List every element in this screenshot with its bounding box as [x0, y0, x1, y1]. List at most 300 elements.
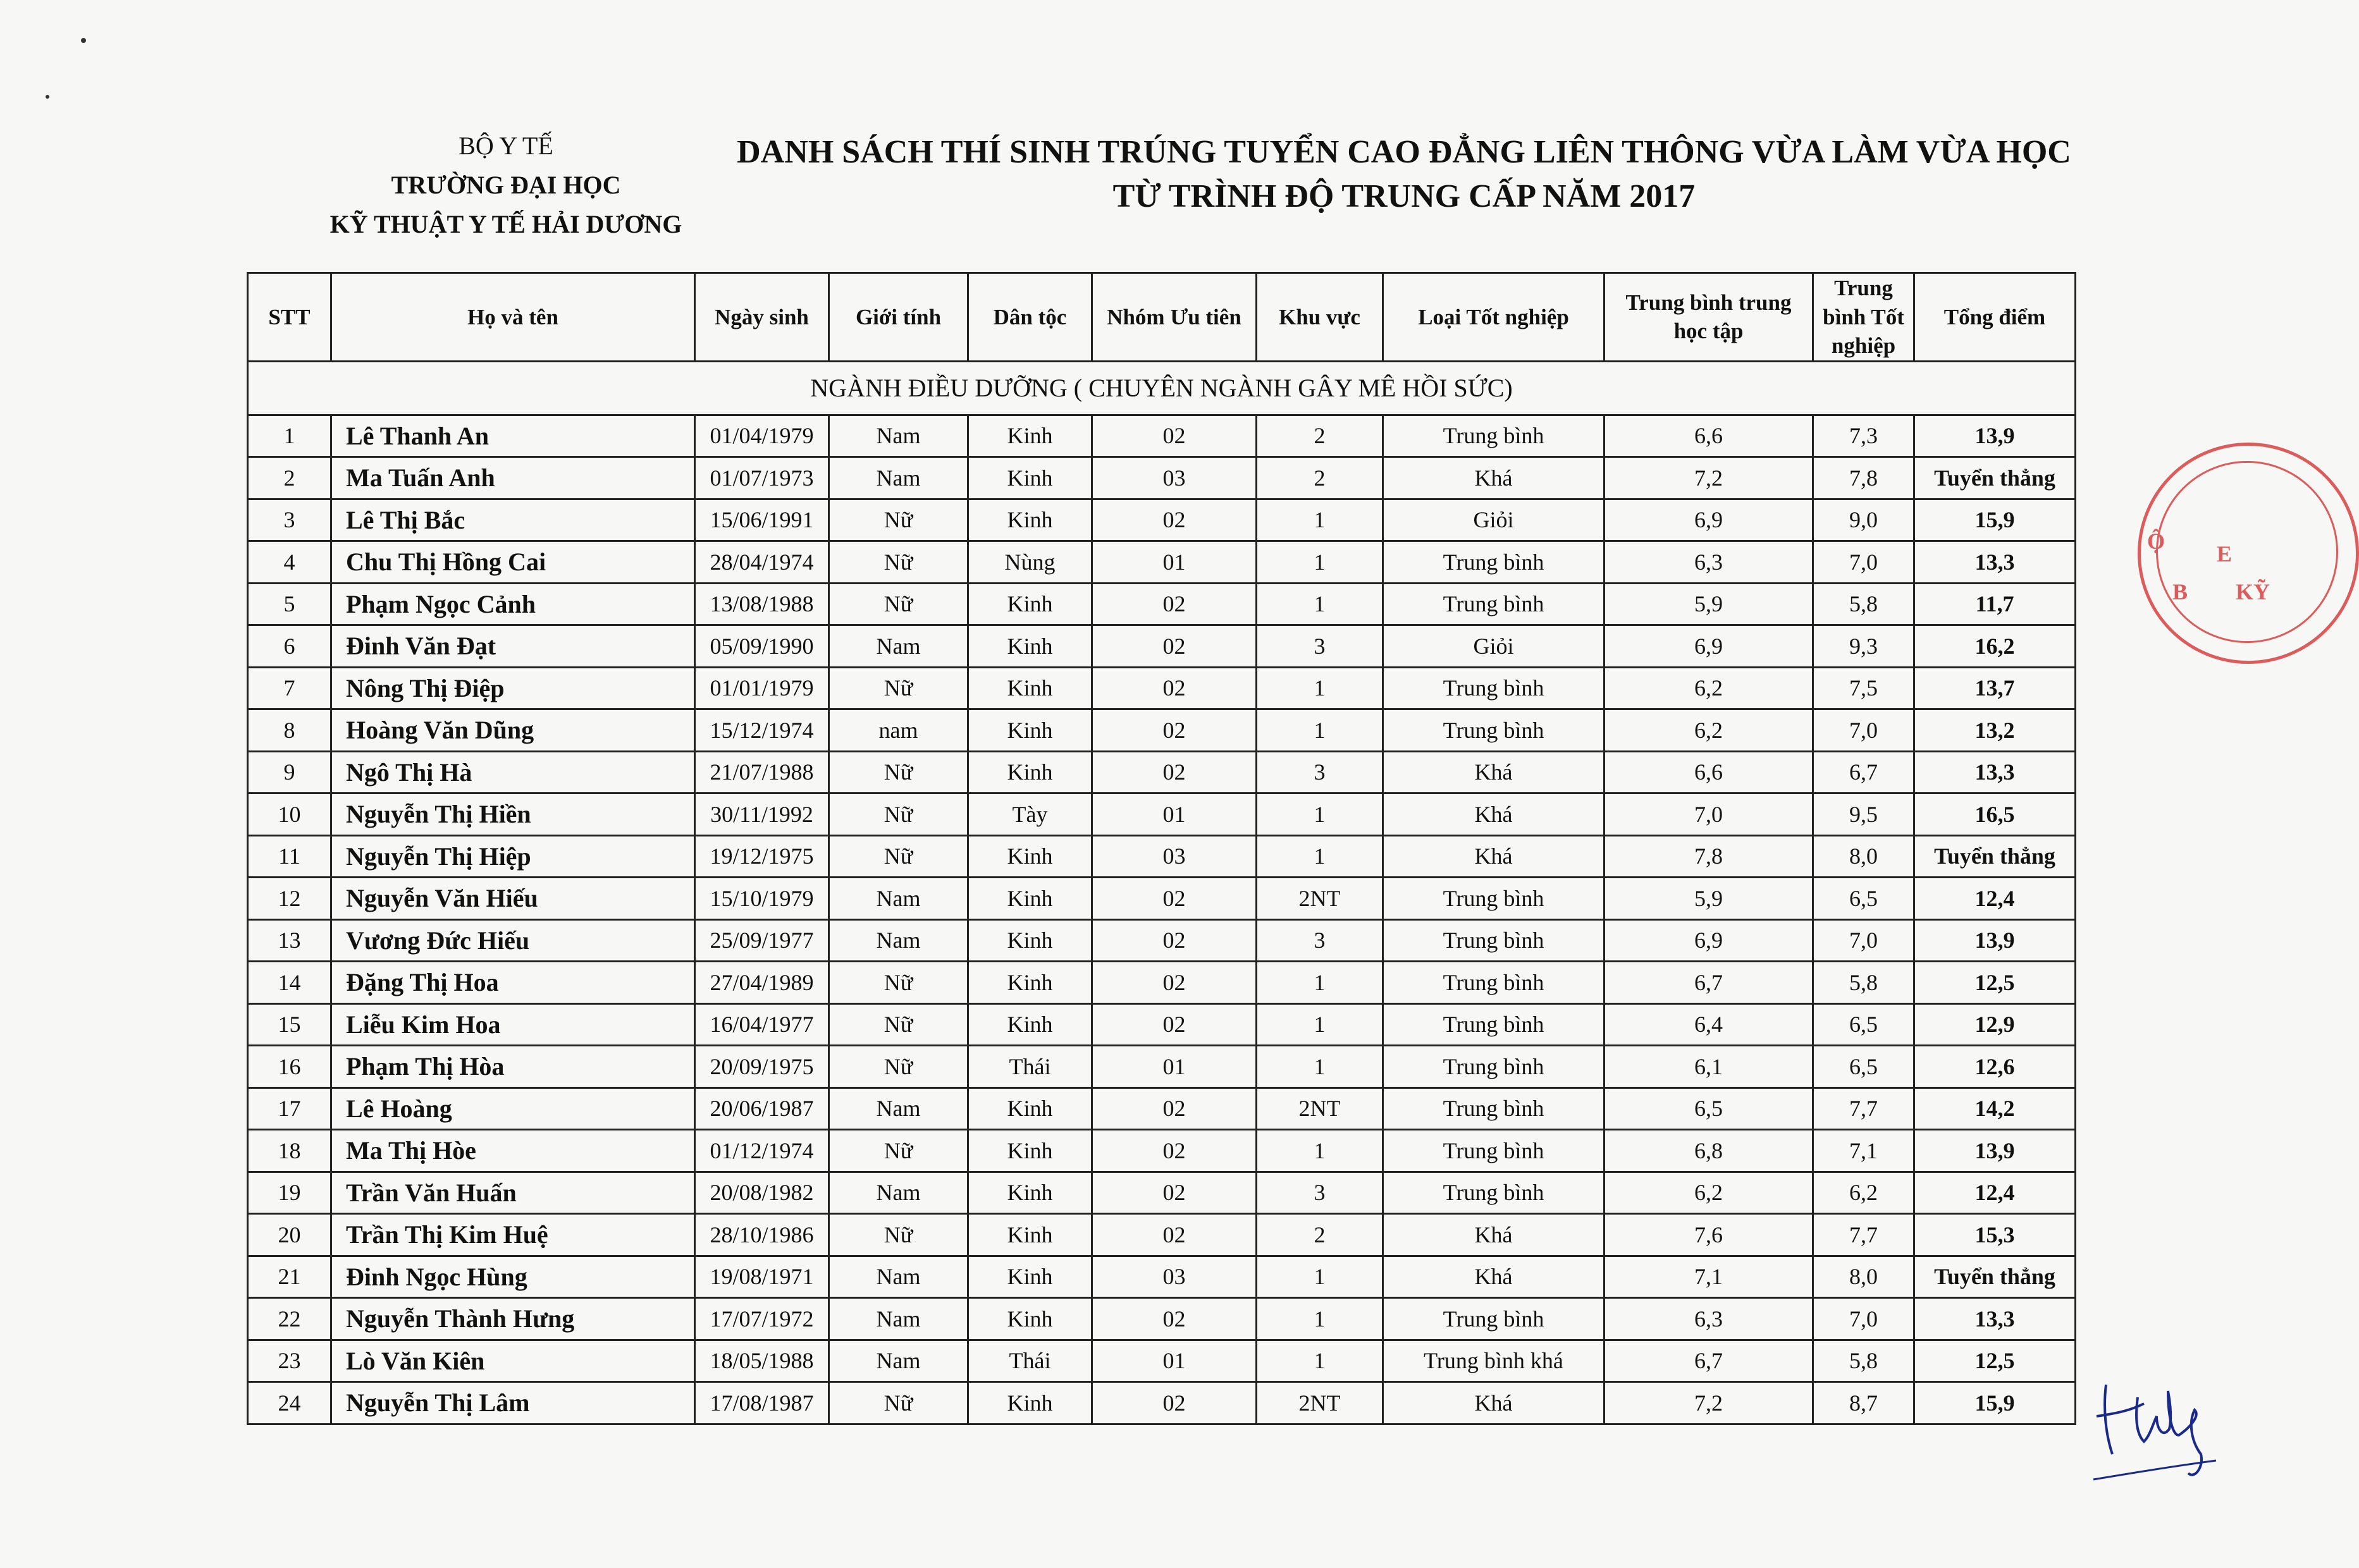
col-avg-study: 5,9	[1604, 878, 1813, 920]
col-priority: 02	[1092, 499, 1257, 541]
col-gender: Nam	[829, 1172, 968, 1214]
col-stt: 2	[248, 457, 331, 499]
col-dob: 01/12/1974	[695, 1130, 829, 1172]
col-ethnicity: Kinh	[968, 751, 1092, 793]
table-row	[248, 1340, 2076, 1382]
handwritten-signature	[2093, 1359, 2216, 1486]
col-avg-study: 6,8	[1604, 1130, 1813, 1172]
col-total: 13,2	[1914, 709, 2076, 752]
col-stt: 15	[248, 1003, 331, 1046]
col-ethnicity: Kinh	[968, 1214, 1092, 1256]
col-avg-study: 6,9	[1604, 919, 1813, 962]
table-row	[248, 709, 2076, 752]
seal-text: KỸ	[2236, 579, 2270, 604]
col-gender: Nam	[829, 1087, 968, 1130]
col-avg-study: 6,1	[1604, 1046, 1813, 1088]
table-row	[248, 835, 2076, 878]
col-dob: 21/07/1988	[695, 751, 829, 793]
col-grad-type: Trung bình	[1383, 1172, 1604, 1214]
col-avg-grad: 8,7	[1813, 1382, 1914, 1424]
col-avg-grad: 9,3	[1813, 625, 1914, 668]
col-ethnicity: Kinh	[968, 1087, 1092, 1130]
col-name-header: Họ và tên	[331, 273, 695, 362]
col-priority: 02	[1092, 709, 1257, 752]
col-avg-study-header: Trung bình trung học tập	[1604, 273, 1813, 362]
col-dob: 01/01/1979	[695, 667, 829, 709]
col-stt: 16	[248, 1046, 331, 1088]
col-priority: 02	[1092, 415, 1257, 457]
col-ethnicity: Kinh	[968, 1003, 1092, 1046]
col-name: Đặng Thị Hoa	[331, 962, 695, 1004]
col-total: 13,7	[1914, 667, 2076, 709]
col-name: Phạm Thị Hòa	[331, 1046, 695, 1088]
col-stt: 6	[248, 625, 331, 668]
col-avg-grad: 7,0	[1813, 919, 1914, 962]
col-gender: Nữ	[829, 751, 968, 793]
col-dob: 13/08/1988	[695, 583, 829, 625]
col-avg-study: 6,2	[1604, 709, 1813, 752]
table-row	[248, 878, 2076, 920]
col-priority: 01	[1092, 1340, 1257, 1382]
col-gender: Nữ	[829, 541, 968, 584]
col-stt: 24	[248, 1382, 331, 1424]
col-grad-type: Khá	[1383, 793, 1604, 836]
col-priority: 03	[1092, 835, 1257, 878]
col-total: 12,4	[1914, 878, 2076, 920]
col-stt: 13	[248, 919, 331, 962]
col-stt: 12	[248, 878, 331, 920]
col-total: 12,6	[1914, 1046, 2076, 1088]
col-grad-type: Trung bình	[1383, 709, 1604, 752]
col-avg-study: 6,3	[1604, 1298, 1813, 1340]
col-stt: 21	[248, 1256, 331, 1298]
col-gender: Nữ	[829, 1214, 968, 1256]
col-total: Tuyển thẳng	[1914, 457, 2076, 499]
col-avg-study: 6,6	[1604, 415, 1813, 457]
col-region: 1	[1257, 962, 1383, 1004]
col-gender: Nam	[829, 457, 968, 499]
col-grad-type: Khá	[1383, 457, 1604, 499]
col-region: 1	[1257, 1340, 1383, 1382]
col-gender: Nam	[829, 415, 968, 457]
table-row	[248, 1214, 2076, 1256]
col-avg-grad: 6,5	[1813, 878, 1914, 920]
col-region: 1	[1257, 667, 1383, 709]
col-name: Đinh Ngọc Hùng	[331, 1256, 695, 1298]
col-name: Lò Văn Kiên	[331, 1340, 695, 1382]
col-ethnicity: Kinh	[968, 1298, 1092, 1340]
col-avg-grad-header: Trung bình Tốt nghiệp	[1813, 273, 1914, 362]
col-dob: 17/07/1972	[695, 1298, 829, 1340]
col-ethnicity: Kinh	[968, 1130, 1092, 1172]
col-region: 2NT	[1257, 878, 1383, 920]
col-avg-grad: 7,0	[1813, 709, 1914, 752]
col-region: 1	[1257, 541, 1383, 584]
col-dob: 28/04/1974	[695, 541, 829, 584]
document-title	[696, 130, 2112, 219]
table-row	[248, 457, 2076, 499]
col-ethnicity: Kinh	[968, 583, 1092, 625]
table-row	[248, 1046, 2076, 1088]
col-name: Nguyễn Văn Hiếu	[331, 878, 695, 920]
col-total: Tuyển thẳng	[1914, 1256, 2076, 1298]
col-priority: 02	[1092, 919, 1257, 962]
col-grad-type: Khá	[1383, 835, 1604, 878]
col-dob: 27/04/1989	[695, 962, 829, 1004]
col-priority: 02	[1092, 667, 1257, 709]
table-row	[248, 751, 2076, 793]
col-priority: 02	[1092, 1172, 1257, 1214]
col-avg-study: 6,9	[1604, 499, 1813, 541]
col-region: 3	[1257, 625, 1383, 668]
col-name: Lê Thị Bắc	[331, 499, 695, 541]
col-gender: Nữ	[829, 1382, 968, 1424]
col-stt: 3	[248, 499, 331, 541]
col-stt: 23	[248, 1340, 331, 1382]
col-region: 2NT	[1257, 1087, 1383, 1130]
col-region-header: Khu vực	[1257, 273, 1383, 362]
col-gender: Nữ	[829, 962, 968, 1004]
table-row	[248, 1003, 2076, 1046]
col-avg-grad: 7,5	[1813, 667, 1914, 709]
col-grad-type: Trung bình	[1383, 1003, 1604, 1046]
col-name: Trần Văn Huấn	[331, 1172, 695, 1214]
col-avg-study: 6,3	[1604, 541, 1813, 584]
col-priority: 02	[1092, 1003, 1257, 1046]
col-grad-type: Trung bình	[1383, 667, 1604, 709]
col-gender-header: Giới tính	[829, 273, 968, 362]
col-ethnicity: Kinh	[968, 835, 1092, 878]
col-gender: Nữ	[829, 667, 968, 709]
col-stt: 7	[248, 667, 331, 709]
col-region: 1	[1257, 583, 1383, 625]
col-total: 15,3	[1914, 1214, 2076, 1256]
col-gender: Nữ	[829, 793, 968, 836]
col-gender: Nam	[829, 919, 968, 962]
col-name: Đinh Văn Đạt	[331, 625, 695, 668]
table-row	[248, 541, 2076, 584]
title-line1: DANH SÁCH THÍ SINH TRÚNG TUYỂN CAO ĐẲNG LIÊN THÔNG VỪA LÀM VỪA HỌC	[737, 134, 2071, 170]
col-dob: 19/08/1971	[695, 1256, 829, 1298]
col-name: Phạm Ngọc Cảnh	[331, 583, 695, 625]
col-avg-grad: 6,2	[1813, 1172, 1914, 1214]
col-total: 15,9	[1914, 1382, 2076, 1424]
col-total: 13,9	[1914, 919, 2076, 962]
col-name: Nguyễn Thị Lâm	[331, 1382, 695, 1424]
col-grad-type: Trung bình	[1383, 1298, 1604, 1340]
col-avg-grad: 6,5	[1813, 1003, 1914, 1046]
col-dob: 28/10/1986	[695, 1214, 829, 1256]
col-grad-type: Khá	[1383, 1256, 1604, 1298]
col-total: 13,9	[1914, 1130, 2076, 1172]
table-row	[248, 625, 2076, 668]
col-grad-type-header: Loại Tốt nghiệp	[1383, 273, 1604, 362]
col-priority: 02	[1092, 1382, 1257, 1424]
col-avg-study: 7,1	[1604, 1256, 1813, 1298]
col-avg-study: 6,5	[1604, 1087, 1813, 1130]
col-total: 13,3	[1914, 1298, 2076, 1340]
table-row	[248, 1382, 2076, 1424]
col-avg-grad: 7,8	[1813, 457, 1914, 499]
col-avg-grad: 5,8	[1813, 962, 1914, 1004]
col-priority: 02	[1092, 625, 1257, 668]
col-ethnicity: Kinh	[968, 962, 1092, 1004]
col-ethnicity: Kinh	[968, 1172, 1092, 1214]
col-stt: 10	[248, 793, 331, 836]
scan-speck	[81, 38, 86, 43]
seal-text: Ộ	[2147, 529, 2165, 554]
col-region: 1	[1257, 709, 1383, 752]
col-gender: Nữ	[829, 835, 968, 878]
col-region: 1	[1257, 835, 1383, 878]
col-grad-type: Trung bình	[1383, 415, 1604, 457]
col-stt: 4	[248, 541, 331, 584]
col-dob: 15/06/1991	[695, 499, 829, 541]
col-gender: Nữ	[829, 1046, 968, 1088]
col-ethnicity: Kinh	[968, 919, 1092, 962]
title-line2: TỪ TRÌNH ĐỘ TRUNG CẤP NĂM 2017	[1112, 178, 1696, 215]
col-avg-grad: 9,0	[1813, 499, 1914, 541]
table-row	[248, 793, 2076, 836]
col-priority: 02	[1092, 1087, 1257, 1130]
col-region: 1	[1257, 793, 1383, 836]
col-avg-grad: 7,7	[1813, 1087, 1914, 1130]
col-stt: 1	[248, 415, 331, 457]
col-avg-grad: 7,1	[1813, 1130, 1914, 1172]
table-row	[248, 1130, 2076, 1172]
col-dob: 20/08/1982	[695, 1172, 829, 1214]
col-avg-grad: 8,0	[1813, 1256, 1914, 1298]
col-grad-type: Khá	[1383, 751, 1604, 793]
col-avg-grad: 6,7	[1813, 751, 1914, 793]
col-name: Trần Thị Kim Huệ	[331, 1214, 695, 1256]
col-gender: nam	[829, 709, 968, 752]
col-avg-study: 6,7	[1604, 1340, 1813, 1382]
col-avg-grad: 7,0	[1813, 541, 1914, 584]
col-grad-type: Trung bình	[1383, 962, 1604, 1004]
col-total: 13,9	[1914, 415, 2076, 457]
col-priority: 02	[1092, 1214, 1257, 1256]
col-region: 2NT	[1257, 1382, 1383, 1424]
col-gender: Nữ	[829, 1003, 968, 1046]
table-header-row	[248, 273, 2076, 362]
col-ethnicity: Kinh	[968, 1382, 1092, 1424]
col-avg-grad: 5,8	[1813, 1340, 1914, 1382]
col-name: Vương Đức Hiếu	[331, 919, 695, 962]
col-gender: Nam	[829, 1256, 968, 1298]
col-name: Nguyễn Thị Hiệp	[331, 835, 695, 878]
col-dob: 20/09/1975	[695, 1046, 829, 1088]
col-priority: 02	[1092, 1298, 1257, 1340]
col-region: 1	[1257, 1130, 1383, 1172]
col-name: Nông Thị Điệp	[331, 667, 695, 709]
col-grad-type: Khá	[1383, 1382, 1604, 1424]
col-grad-type: Giỏi	[1383, 625, 1604, 668]
col-avg-study: 7,2	[1604, 1382, 1813, 1424]
col-total: 16,5	[1914, 793, 2076, 836]
school-name-line1: TRƯỜNG ĐẠI HỌC	[391, 171, 621, 199]
col-total: 14,2	[1914, 1087, 2076, 1130]
col-name: Ngô Thị Hà	[331, 751, 695, 793]
col-total: 12,5	[1914, 962, 2076, 1004]
col-region: 3	[1257, 919, 1383, 962]
col-avg-study: 6,7	[1604, 962, 1813, 1004]
col-total: 13,3	[1914, 541, 2076, 584]
col-gender: Nữ	[829, 1130, 968, 1172]
school-name-line2: KỸ THUẬT Y TẾ HẢI DƯƠNG	[330, 210, 682, 238]
col-stt: 18	[248, 1130, 331, 1172]
table-row	[248, 499, 2076, 541]
col-total: 13,3	[1914, 751, 2076, 793]
col-grad-type: Trung bình	[1383, 583, 1604, 625]
table-row	[248, 1298, 2076, 1340]
col-ethnicity: Kinh	[968, 415, 1092, 457]
official-seal	[2138, 443, 2359, 664]
table-row	[248, 1087, 2076, 1130]
col-gender: Nam	[829, 1340, 968, 1382]
col-name: Hoàng Văn Dũng	[331, 709, 695, 752]
col-name: Lê Hoàng	[331, 1087, 695, 1130]
col-region: 2	[1257, 457, 1383, 499]
col-region: 3	[1257, 1172, 1383, 1214]
col-avg-study: 5,9	[1604, 583, 1813, 625]
col-total-header: Tổng điểm	[1914, 273, 2076, 362]
col-ethnicity: Kinh	[968, 1256, 1092, 1298]
col-priority: 01	[1092, 541, 1257, 584]
col-name: Ma Tuấn Anh	[331, 457, 695, 499]
col-dob: 19/12/1975	[695, 835, 829, 878]
col-avg-study: 7,6	[1604, 1214, 1813, 1256]
col-gender: Nữ	[829, 499, 968, 541]
col-stt: 11	[248, 835, 331, 878]
col-region: 2	[1257, 415, 1383, 457]
col-avg-grad: 7,0	[1813, 1298, 1914, 1340]
col-dob: 15/12/1974	[695, 709, 829, 752]
col-dob: 01/07/1973	[695, 457, 829, 499]
col-stt: 17	[248, 1087, 331, 1130]
col-gender: Nữ	[829, 583, 968, 625]
table-row	[248, 962, 2076, 1004]
col-gender: Nam	[829, 878, 968, 920]
col-grad-type: Trung bình	[1383, 878, 1604, 920]
col-priority: 02	[1092, 962, 1257, 1004]
col-dob: 18/05/1988	[695, 1340, 829, 1382]
col-region: 3	[1257, 751, 1383, 793]
section-row	[248, 361, 2076, 415]
col-total: 16,2	[1914, 625, 2076, 668]
col-stt: 14	[248, 962, 331, 1004]
col-ethnicity: Thái	[968, 1046, 1092, 1088]
col-ethnicity: Kinh	[968, 457, 1092, 499]
col-name: Liễu Kim Hoa	[331, 1003, 695, 1046]
col-avg-study: 6,2	[1604, 1172, 1813, 1214]
col-stt: 9	[248, 751, 331, 793]
col-priority: 01	[1092, 793, 1257, 836]
table-row	[248, 919, 2076, 962]
col-total: 15,9	[1914, 499, 2076, 541]
col-grad-type: Khá	[1383, 1214, 1604, 1256]
col-stt: 20	[248, 1214, 331, 1256]
col-region: 1	[1257, 499, 1383, 541]
col-grad-type: Trung bình	[1383, 1046, 1604, 1088]
col-avg-grad: 8,0	[1813, 835, 1914, 878]
col-ethnicity: Kinh	[968, 625, 1092, 668]
col-grad-type: Trung bình	[1383, 1130, 1604, 1172]
section-title: NGÀNH ĐIỀU DƯỠNG ( CHUYÊN NGÀNH GÂY MÊ HỒI SỨC)	[248, 361, 2076, 415]
table-row	[248, 1172, 2076, 1214]
table-row	[248, 667, 2076, 709]
col-name: Nguyễn Thành Hưng	[331, 1298, 695, 1340]
col-dob: 01/04/1979	[695, 415, 829, 457]
col-priority: 02	[1092, 1130, 1257, 1172]
col-ethnicity: Kinh	[968, 499, 1092, 541]
col-stt: 8	[248, 709, 331, 752]
col-dob-header: Ngày sinh	[695, 273, 829, 362]
col-avg-study: 6,4	[1604, 1003, 1813, 1046]
col-total: 12,4	[1914, 1172, 2076, 1214]
col-avg-grad: 9,5	[1813, 793, 1914, 836]
organization-header	[278, 126, 734, 244]
col-grad-type: Giỏi	[1383, 499, 1604, 541]
seal-text: E	[2217, 541, 2233, 567]
col-avg-grad: 5,8	[1813, 583, 1914, 625]
col-total: 12,5	[1914, 1340, 2076, 1382]
col-dob: 20/06/1987	[695, 1087, 829, 1130]
col-stt: 19	[248, 1172, 331, 1214]
scan-speck	[46, 95, 49, 99]
table-row	[248, 1256, 2076, 1298]
table-row	[248, 415, 2076, 457]
col-priority: 02	[1092, 878, 1257, 920]
admission-table	[247, 272, 2076, 1425]
col-grad-type: Trung bình	[1383, 919, 1604, 962]
col-grad-type: Trung bình khá	[1383, 1340, 1604, 1382]
col-priority: 02	[1092, 583, 1257, 625]
col-name: Chu Thị Hồng Cai	[331, 541, 695, 584]
table-row	[248, 583, 2076, 625]
col-avg-study: 7,8	[1604, 835, 1813, 878]
col-ethnicity: Nùng	[968, 541, 1092, 584]
col-total: 12,9	[1914, 1003, 2076, 1046]
col-gender: Nam	[829, 625, 968, 668]
col-total: 11,7	[1914, 583, 2076, 625]
col-name: Nguyễn Thị Hiền	[331, 793, 695, 836]
col-ethnicity: Kinh	[968, 667, 1092, 709]
col-avg-study: 7,2	[1604, 457, 1813, 499]
col-avg-grad: 7,3	[1813, 415, 1914, 457]
col-priority: 03	[1092, 457, 1257, 499]
col-stt: 22	[248, 1298, 331, 1340]
col-avg-grad: 6,5	[1813, 1046, 1914, 1088]
col-priority-header: Nhóm Ưu tiên	[1092, 273, 1257, 362]
col-priority: 01	[1092, 1046, 1257, 1088]
col-ethnicity: Kinh	[968, 878, 1092, 920]
col-priority: 02	[1092, 751, 1257, 793]
seal-text: B	[2172, 579, 2188, 604]
col-dob: 25/09/1977	[695, 919, 829, 962]
ministry-name: BỘ Y TẾ	[459, 132, 553, 160]
col-avg-study: 7,0	[1604, 793, 1813, 836]
col-dob: 05/09/1990	[695, 625, 829, 668]
col-region: 1	[1257, 1046, 1383, 1088]
col-ethnicity: Thái	[968, 1340, 1092, 1382]
col-region: 1	[1257, 1298, 1383, 1340]
col-priority: 03	[1092, 1256, 1257, 1298]
col-ethnicity-header: Dân tộc	[968, 273, 1092, 362]
col-stt: 5	[248, 583, 331, 625]
col-grad-type: Trung bình	[1383, 1087, 1604, 1130]
col-avg-study: 6,2	[1604, 667, 1813, 709]
